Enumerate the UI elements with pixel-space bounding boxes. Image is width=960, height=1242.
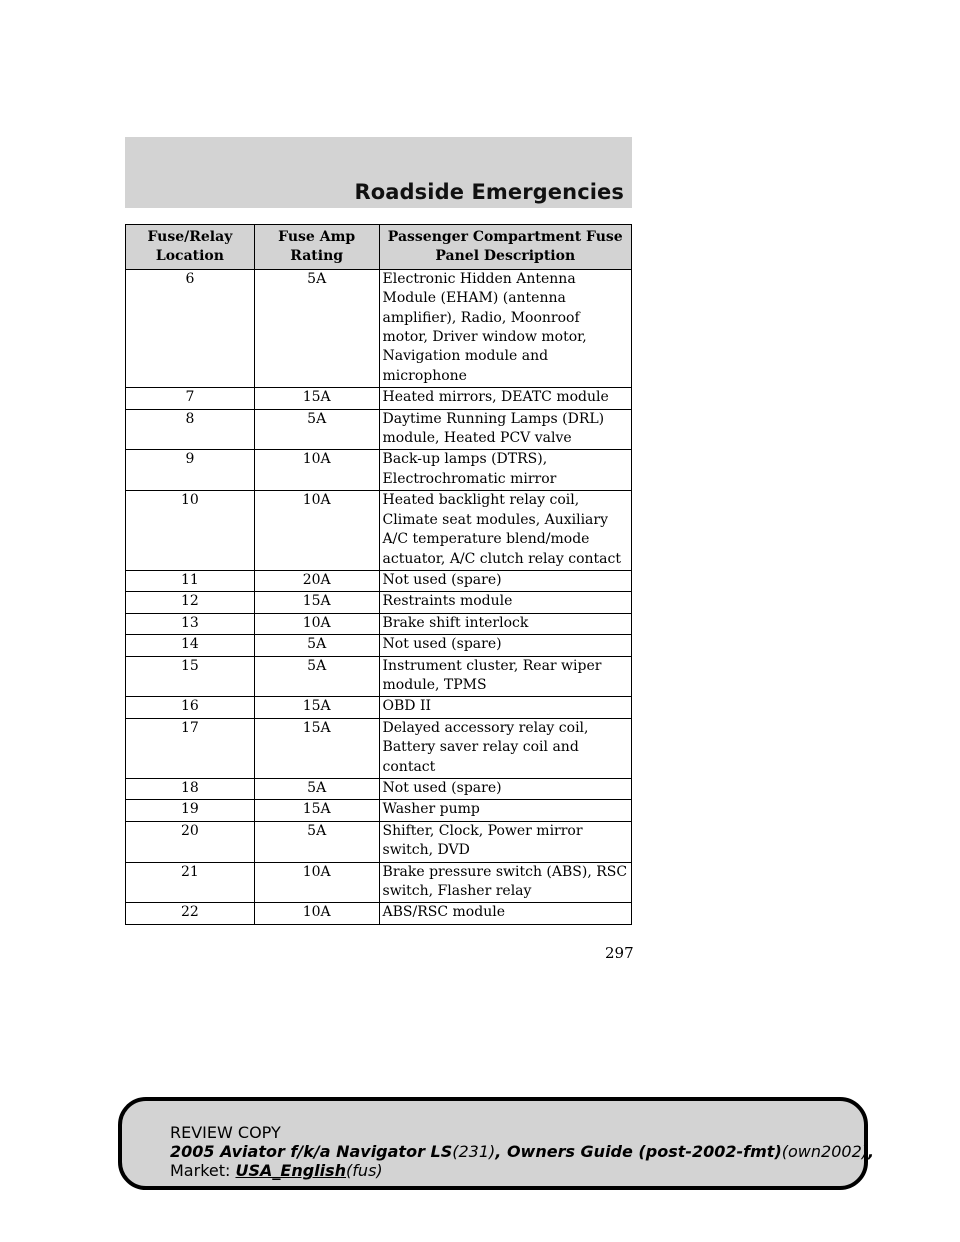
cell-location: 15: [126, 656, 255, 697]
cell-amp: 5A: [254, 409, 379, 450]
cell-location: 12: [126, 592, 255, 613]
page-number: 297: [605, 944, 634, 962]
cell-description: Brake pressure switch (ABS), RSC switch, Flasher relay: [379, 862, 631, 903]
cell-description: Daytime Running Lamps (DRL) module, Heated PCV valve: [379, 409, 631, 450]
footer-model: 2005 Aviator f/k/a Navigator LS: [170, 1142, 453, 1161]
cell-description: Not used (spare): [379, 635, 631, 656]
cell-description: OBD II: [379, 697, 631, 718]
review-copy-footer: [118, 1097, 875, 1190]
cell-location: 18: [126, 778, 255, 799]
cell-amp: 15A: [254, 697, 379, 718]
footer-model-line: [170, 1142, 874, 1161]
footer-guide-code: (own2002): [781, 1142, 868, 1161]
table-row: [126, 903, 632, 924]
cell-location: 10: [126, 491, 255, 571]
fuse-table: [125, 224, 632, 925]
cell-amp: 10A: [254, 491, 379, 571]
cell-location: 20: [126, 821, 255, 862]
footer-guide: Owners Guide (post-2002-fmt): [506, 1142, 782, 1161]
footer-separator: ,: [495, 1142, 507, 1161]
cell-location: 11: [126, 570, 255, 591]
cell-location: 14: [126, 635, 255, 656]
cell-location: 21: [126, 862, 255, 903]
table-row: [126, 778, 632, 799]
cell-description: Washer pump: [379, 800, 631, 821]
table-row: [126, 491, 632, 571]
cell-description: Electronic Hidden Antenna Module (EHAM) (antenna amplifier), Radio, Moonroof motor, Driver window motor, Navigation module and microphone: [379, 269, 631, 387]
cell-location: 16: [126, 697, 255, 718]
table-row: [126, 718, 632, 778]
table-row: [126, 635, 632, 656]
cell-description: Not used (spare): [379, 570, 631, 591]
column-header-description: Passenger Compartment Fuse Panel Description: [379, 225, 631, 270]
cell-location: 7: [126, 388, 255, 409]
section-header-band: [125, 137, 632, 208]
cell-description: Restraints module: [379, 592, 631, 613]
cell-amp: 15A: [254, 592, 379, 613]
footer-market-line: [170, 1161, 874, 1180]
cell-location: 19: [126, 800, 255, 821]
cell-amp: 15A: [254, 388, 379, 409]
table-body: [126, 269, 632, 924]
cell-description: Delayed accessory relay coil, Battery saver relay coil and contact: [379, 718, 631, 778]
cell-amp: 15A: [254, 718, 379, 778]
cell-amp: 10A: [254, 903, 379, 924]
cell-amp: 5A: [254, 656, 379, 697]
table-row: [126, 570, 632, 591]
section-title: Roadside Emergencies: [354, 180, 624, 204]
cell-description: Back-up lamps (DTRS), Electrochromatic mirror: [379, 450, 631, 491]
cell-description: ABS/RSC module: [379, 903, 631, 924]
cell-amp: 10A: [254, 450, 379, 491]
cell-amp: 5A: [254, 635, 379, 656]
cell-location: 22: [126, 903, 255, 924]
table-row: [126, 862, 632, 903]
cell-amp: 10A: [254, 613, 379, 634]
cell-amp: 5A: [254, 778, 379, 799]
table-row: [126, 450, 632, 491]
table-row: [126, 821, 632, 862]
table-row: [126, 697, 632, 718]
cell-description: Instrument cluster, Rear wiper module, TPMS: [379, 656, 631, 697]
table-row: [126, 592, 632, 613]
table-row: [126, 409, 632, 450]
cell-description: Shifter, Clock, Power mirror switch, DVD: [379, 821, 631, 862]
footer-text: [170, 1123, 874, 1180]
table-row: [126, 800, 632, 821]
table-row: [126, 388, 632, 409]
footer-market: USA_English: [235, 1161, 347, 1180]
table-header-row: [126, 225, 632, 270]
cell-description: Heated mirrors, DEATC module: [379, 388, 631, 409]
cell-amp: 5A: [254, 821, 379, 862]
cell-amp: 15A: [254, 800, 379, 821]
footer-model-code: (231): [452, 1142, 496, 1161]
footer-market-label: Market:: [170, 1161, 231, 1180]
table-row: [126, 269, 632, 387]
cell-amp: 20A: [254, 570, 379, 591]
cell-description: Brake shift interlock: [379, 613, 631, 634]
cell-location: 13: [126, 613, 255, 634]
cell-amp: 10A: [254, 862, 379, 903]
footer-review-line: REVIEW COPY: [170, 1123, 281, 1142]
footer-market-code: (fus): [346, 1161, 383, 1180]
cell-amp: 5A: [254, 269, 379, 387]
table-row: [126, 656, 632, 697]
table-row: [126, 613, 632, 634]
cell-location: 9: [126, 450, 255, 491]
cell-description: Not used (spare): [379, 778, 631, 799]
cell-location: 17: [126, 718, 255, 778]
column-header-location: Fuse/Relay Location: [126, 225, 255, 270]
footer-separator: ,: [867, 1142, 875, 1161]
cell-description: Heated backlight relay coil, Climate seat modules, Auxiliary A/C temperature blend/mode actuator, A/C clutch relay contact: [379, 491, 631, 571]
cell-location: 6: [126, 269, 255, 387]
column-header-amp: Fuse Amp Rating: [254, 225, 379, 270]
cell-location: 8: [126, 409, 255, 450]
